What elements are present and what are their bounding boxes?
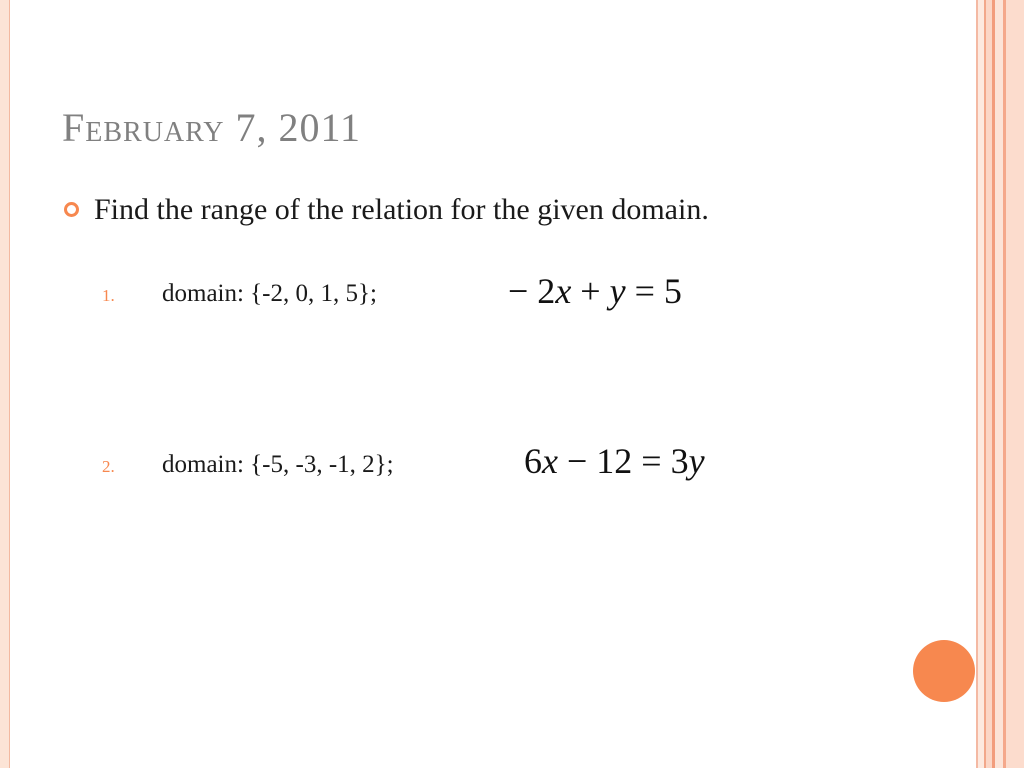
equation-2 — [524, 440, 705, 482]
bullet-text: Find the range of the relation for the given domain. — [94, 193, 709, 226]
equation-part: = 5 — [625, 271, 682, 311]
item-text: domain: {-5, -3, -1, 2}; — [162, 451, 394, 478]
equation-part: 6 — [524, 441, 542, 481]
equation-variable: y — [609, 271, 626, 311]
equation-part: − 2 — [508, 271, 556, 311]
equation-1 — [508, 270, 682, 312]
equation-part: + — [571, 271, 610, 311]
equation-part: − 12 = 3 — [557, 441, 689, 481]
item-number: 1. — [102, 286, 115, 305]
left-border-stripe — [0, 0, 10, 768]
item-text: domain: {-2, 0, 1, 5}; — [162, 280, 377, 307]
right-decorative-stripes — [976, 0, 1024, 768]
item-number: 2. — [102, 457, 115, 476]
equation-variable: x — [555, 271, 572, 311]
equation-variable: x — [542, 441, 558, 481]
stripe — [1006, 0, 1024, 768]
slide-title: February 7, 2011 — [62, 105, 362, 150]
equation-variable: y — [688, 441, 705, 481]
orange-circle-decoration — [913, 640, 975, 702]
stripe — [995, 0, 1003, 768]
circle-bullet-icon — [64, 202, 79, 217]
